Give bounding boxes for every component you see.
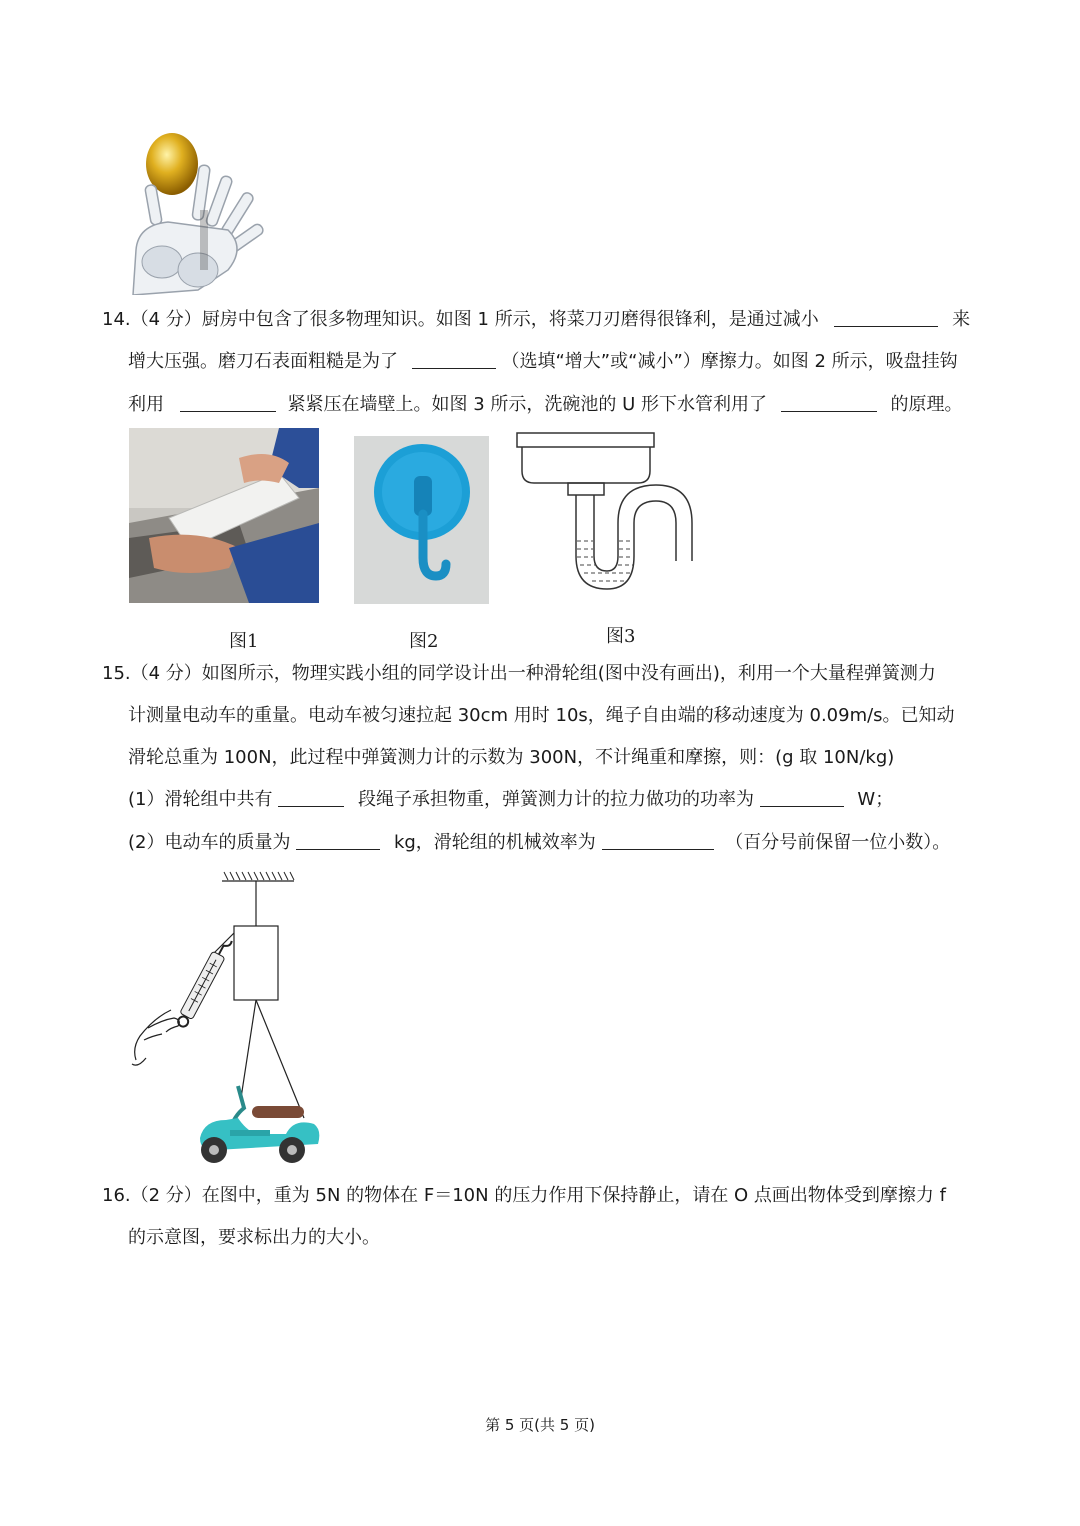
q15-line4c: W；	[857, 789, 894, 810]
q15-line1: 15.（4 分）如图所示，物理实践小组的同学设计出一种滑轮组(图中没有画出)，利用一个大量程弹簧测力	[102, 663, 936, 684]
q14-blank-2[interactable]	[412, 350, 496, 369]
q14-line2b: （选填“增大”或“减小”）摩擦力。如图 2 所示，吸盘挂钩	[501, 351, 958, 372]
q14-line1-end: 来	[952, 309, 971, 330]
q14-blank-3[interactable]	[180, 393, 276, 412]
q14-line3c: 的原理。	[890, 394, 963, 415]
q15-line5b: kg，滑轮组的机械效率为	[393, 832, 596, 853]
q15-blank-1[interactable]	[278, 788, 344, 807]
q15-line5a: (2）电动车的质量为	[128, 832, 291, 853]
knife-sharpening-photo	[129, 428, 319, 603]
fig3-caption: 图3	[606, 626, 636, 647]
q15-line3: 滑轮总重为 100N，此过程中弹簧测力计的示数为 300N，不计绳重和摩擦，则：(g 取 10N/kg)	[128, 747, 895, 768]
q14-blank-4[interactable]	[781, 393, 877, 412]
q16-line1: 16.（2 分）在图中，重为 5N 的物体在 F＝10N 的压力作用下保持静止，请在 O 点画出物体受到摩擦力 f	[102, 1185, 946, 1206]
q15-line4b: 段绳子承担物重，弹簧测力计的拉力做功的功率为	[357, 789, 754, 810]
fig1-caption: 图1	[229, 631, 259, 652]
q15-blank-3[interactable]	[296, 831, 380, 850]
fig2-caption: 图2	[409, 631, 439, 652]
q15-line5c: （百分号前保留一位小数）。	[725, 832, 951, 853]
q14-line3b: 紧紧压在墙壁上。如图 3 所示，洗碗池的 U 形下水管利用了	[287, 394, 767, 415]
q14-line2a: 增大压强。磨刀石表面粗糙是为了	[128, 351, 398, 372]
q15-blank-4[interactable]	[602, 831, 714, 850]
pulley-scooter-diagram	[126, 868, 326, 1168]
suction-hook-photo	[354, 436, 489, 604]
q14-line1: 14.（4 分）厨房中包含了很多物理知识。如图 1 所示，将菜刀刃磨得很锋利，是通过减小	[102, 309, 819, 330]
q15-blank-2[interactable]	[760, 788, 844, 807]
q15-line4a: (1）滑轮组中共有	[128, 789, 273, 810]
u-drain-pipe-diagram	[514, 431, 696, 611]
q16-line2: 的示意图，要求标出力的大小。	[128, 1227, 380, 1248]
robot-hand-egg-image	[128, 130, 278, 295]
q15-line2: 计测量电动车的重量。电动车被匀速拉起 30cm 用时 10s，绳子自由端的移动速度为 0.09m/s。已知动	[128, 705, 955, 726]
page-footer: 第 5 页(共 5 页)	[485, 1416, 595, 1434]
q14-line3a: 利用	[128, 394, 164, 415]
q14-blank-1[interactable]	[834, 308, 938, 327]
